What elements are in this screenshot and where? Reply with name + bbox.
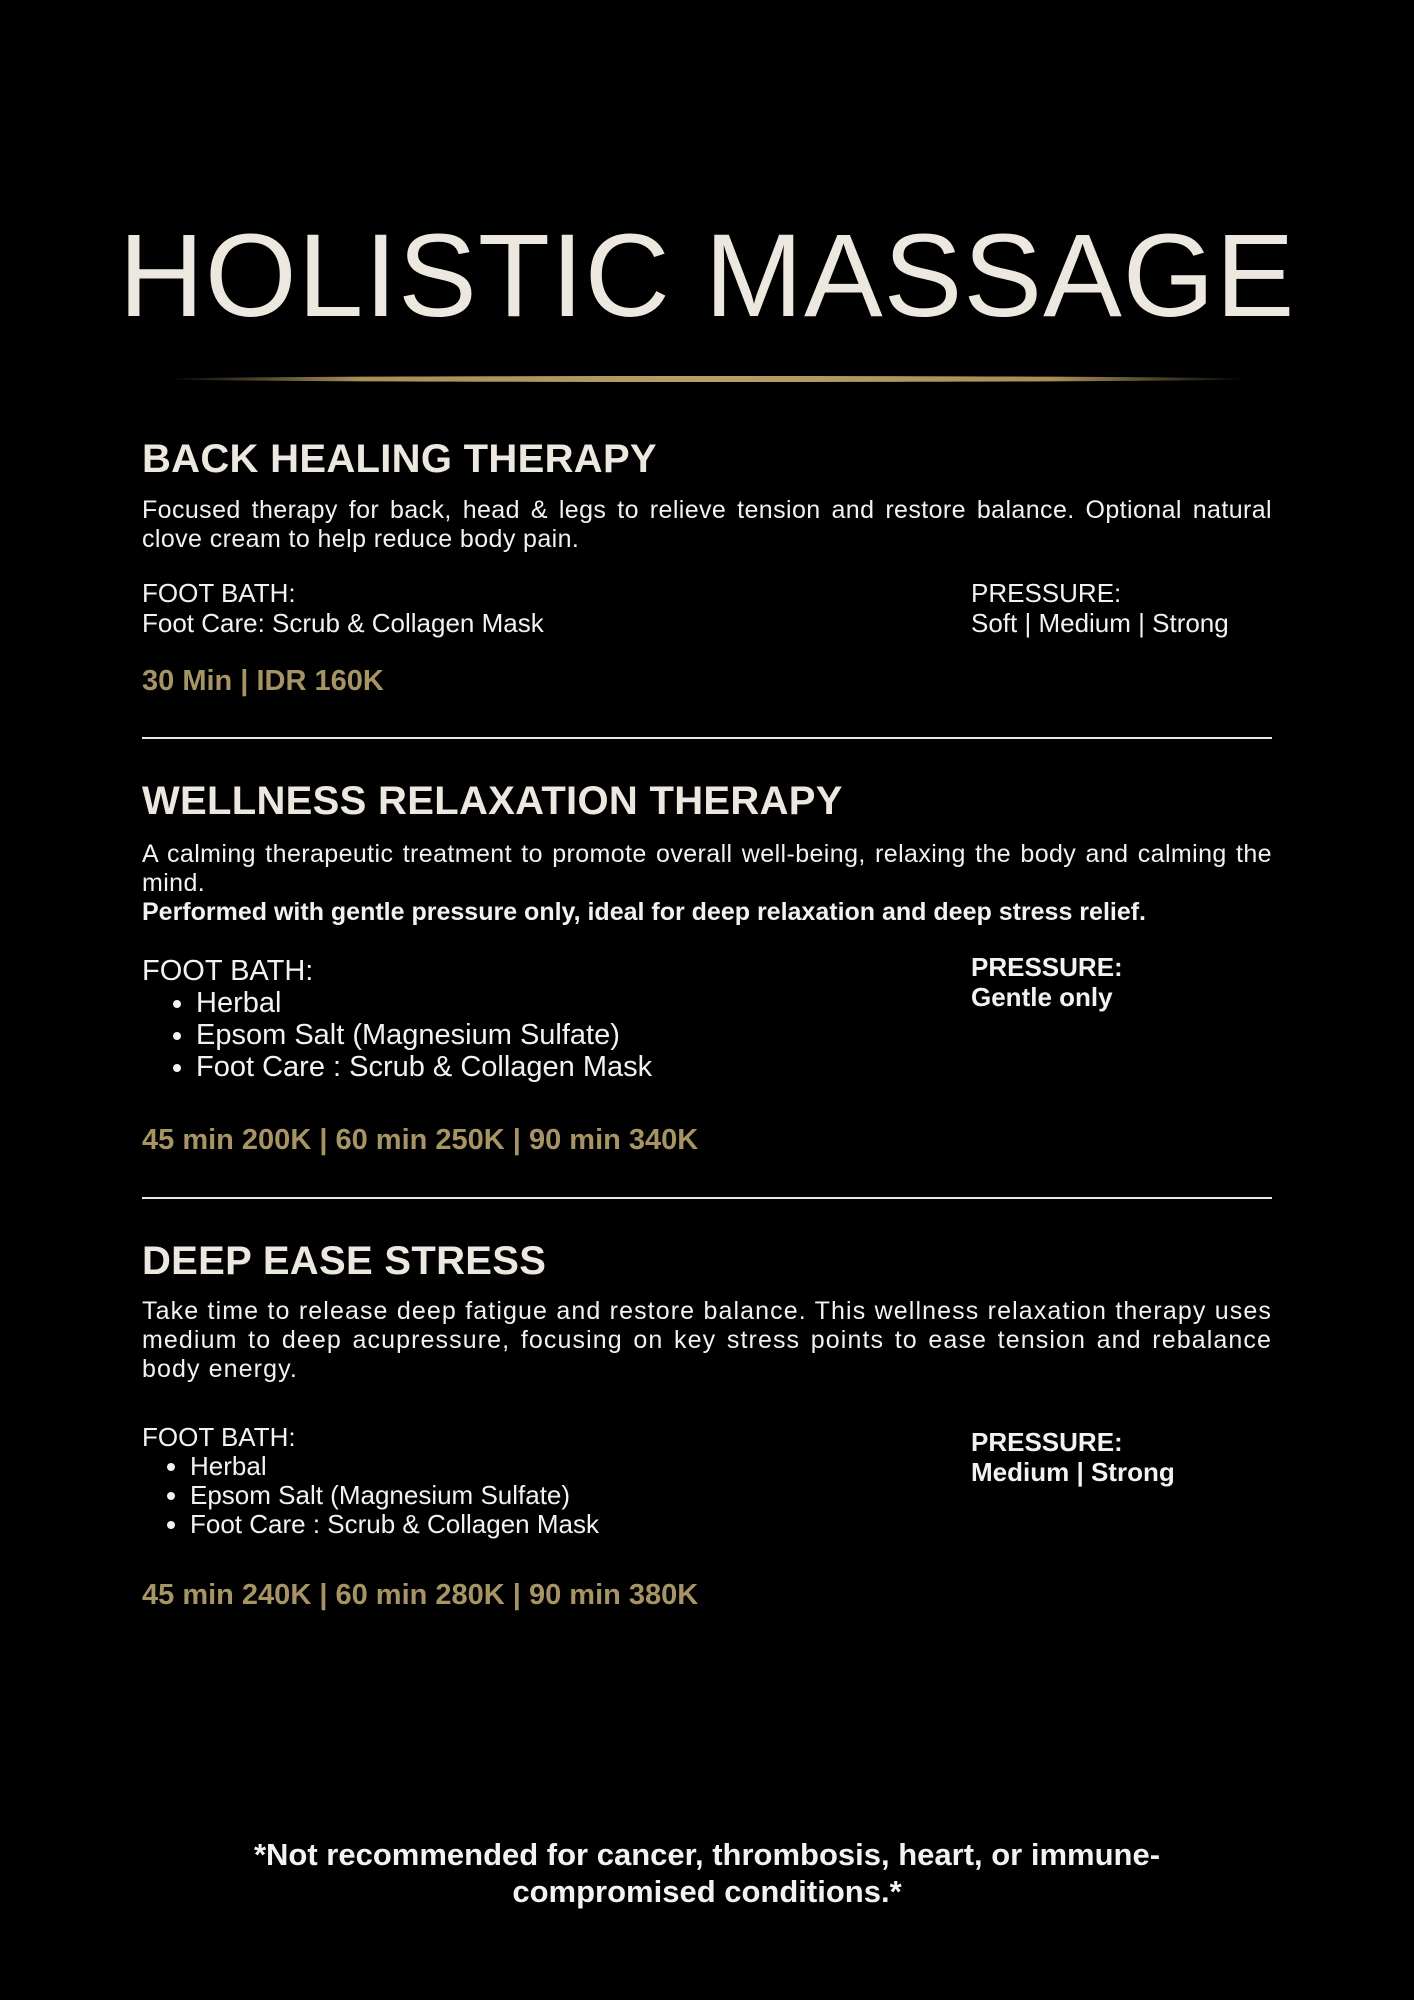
section-wellness-relaxation-therapy: [142, 777, 1272, 1177]
section-divider: [142, 1197, 1272, 1199]
list-item: • Foot Care : Scrub & Collagen Mask: [196, 1051, 842, 1083]
pressure-block: [971, 952, 1271, 1012]
pressure-value: Gentle only: [971, 982, 1113, 1012]
foot-bath-list: [142, 987, 842, 1083]
pressure-block: [971, 1427, 1271, 1487]
pressure-value: Soft | Medium | Strong: [971, 608, 1229, 638]
foot-bath-value: Foot Care: Scrub & Collagen Mask: [142, 608, 544, 638]
price-line: 45 min 240K | 60 min 280K | 90 min 380K: [142, 1579, 699, 1611]
foot-bath-label: FOOT BATH:: [142, 955, 314, 987]
section-back-healing-therapy: [142, 435, 1272, 705]
section-divider: [142, 737, 1272, 739]
disclaimer-footnote: *Not recommended for cancer, thrombosis, heart, or immune-compromised conditions.*: [253, 1837, 1161, 1909]
pressure-label: PRESSURE:: [971, 952, 1123, 982]
section-description: A calming therapeutic treatment to promote overall well-being, relaxing the body and calming the mind.: [142, 840, 1272, 897]
pressure-value: Medium | Strong: [971, 1457, 1175, 1487]
foot-bath-label: FOOT BATH:: [142, 578, 296, 608]
foot-bath-block: [142, 578, 842, 638]
section-note: Performed with gentle pressure only, ideal for deep relaxation and deep stress relief.: [142, 898, 1147, 926]
pressure-block: [971, 578, 1271, 638]
title-divider: [165, 376, 1249, 382]
section-heading: WELLNESS RELAXATION THERAPY: [142, 779, 843, 823]
section-heading: DEEP EASE STRESS: [142, 1239, 547, 1283]
list-item: • Epsom Salt (Magnesium Sulfate): [190, 1481, 842, 1510]
section-description: Take time to release deep fatigue and restore balance. This wellness relaxation therapy uses medium to deep acupressure, focusing on key stress points to ease tension and rebalance body energy.: [142, 1297, 1272, 1383]
foot-bath-block: [142, 1423, 842, 1539]
list-item: • Herbal: [190, 1452, 842, 1481]
section-description: Focused therapy for back, head & legs to relieve tension and restore balance. Optional natural clove cream to help reduce body pain.: [142, 496, 1272, 553]
list-item: • Foot Care : Scrub & Collagen Mask: [190, 1510, 842, 1539]
price-line: 30 Min | IDR 160K: [142, 665, 384, 697]
price-line: 45 min 200K | 60 min 250K | 90 min 340K: [142, 1124, 699, 1156]
foot-bath-block: [142, 955, 842, 1083]
page-title: HOLISTIC MASSAGE: [118, 210, 1296, 342]
section-deep-ease-stress: [142, 1237, 1272, 1637]
list-item: • Epsom Salt (Magnesium Sulfate): [196, 1019, 842, 1051]
foot-bath-label: FOOT BATH:: [142, 1422, 296, 1452]
list-item: • Herbal: [196, 987, 842, 1019]
pressure-label: PRESSURE:: [971, 578, 1122, 608]
section-heading: BACK HEALING THERAPY: [142, 437, 657, 481]
pressure-label: PRESSURE:: [971, 1427, 1123, 1457]
foot-bath-list: [142, 1452, 842, 1539]
